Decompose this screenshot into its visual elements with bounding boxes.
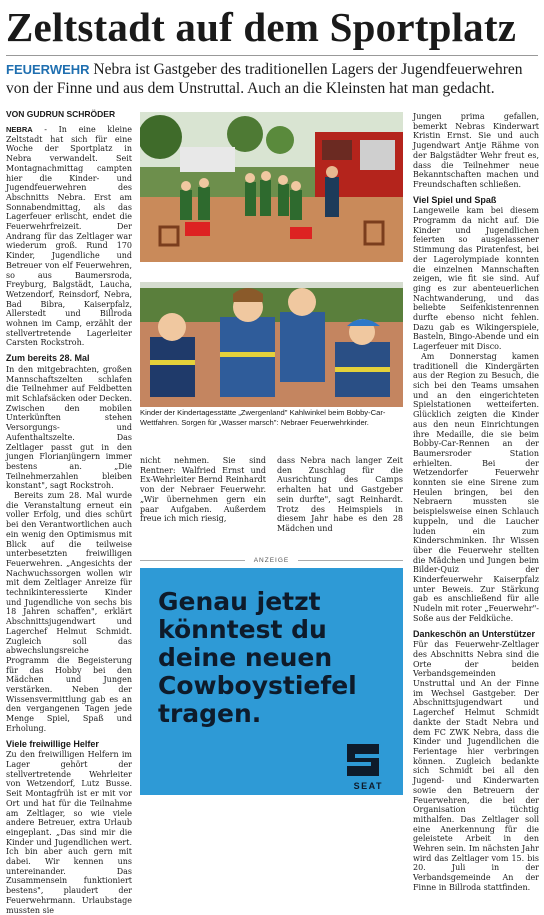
col1-paragraph-2: In den mitgebrachten, großen Mannschaftszelten schlafen die Teilnehmer auf Feldbetten mit Schlafsäcken oder Decken. Zwischen den mobilen Unterkünften stehen Versorgungs- und Aufenthaltszelte. Das Zeltlager passt gut in den jungen Florianjüngern immer bestens an. „Die Teilnehmerzahlen bleiben konstant", sagt Rockstroh. xyxy=(6,364,132,491)
intro-kicker: FEUERWEHR xyxy=(6,62,90,77)
column-1 xyxy=(6,125,132,915)
col4-paragraph-4: Für das Feuerwehr-Zeltlager des Abschnitts Nebra sind die Orte der beiden Verbandsgemeinden Unstruttal und An der Finne im Wechsel Gastgeber. Der Abschnittsjugendwart und Lagerchef Helmut Schmidt dankte der Stadt Nebra und dem FC ZWK Nebra, dass die Kinder und Jugendlichen die Ferientage hier verbringen können. Zugleich bedankte sich Schmidt bei all den Jugend- und Kinderwarten sowie den Betreuern der Feuerwehren, die bei der Organisation tüchtig mithalfen. Das Zeltlager soll eine Anerkennung für die geleistete Arbeit in den Wehren sein. Im nächsten Jahr wird das Zeltlager vom 15. bis 20. Juli in der Verbandsgemeinde An der Finne in Billroda stattfinden. xyxy=(413,640,539,892)
headline-rule xyxy=(6,55,538,56)
subhead-28-mal: Zum bereits 28. Mal xyxy=(6,353,90,364)
seat-logo-icon xyxy=(341,740,385,780)
headline: Zeltstadt auf dem Sportplatz xyxy=(6,4,517,50)
column-3 xyxy=(277,456,403,534)
photo-kids-uniform xyxy=(140,282,403,407)
subhead-spiel-spass: Viel Spiel und Spaß xyxy=(413,194,497,205)
col4-paragraph-2: Langeweile kam bei diesem Programm da nicht auf. Die Kinder und Jugendlichen feierten so ausgelassener Stimmung das Piratenfest, bei der Lagerolympiade konnten die einzelnen Mannschaften zeigen, wie fit sie sind. Auf ging es zur abenteuerlichen Nachtwanderung, und das beliebte Seifenkistenrennen durfte ebenso nicht fehlen. Dazu gab es Wikingerspiele, Basteln, Bingo-Abende und ein Lagerfeuer mit Disco. xyxy=(413,206,539,352)
photo-fire-brigade-kids xyxy=(140,112,403,262)
byline: VON GUDRUN SCHRÖDER xyxy=(6,109,116,119)
column-4 xyxy=(413,112,539,893)
dateline: NEBRA xyxy=(6,125,33,134)
col4-paragraph-3: Am Donnerstag kamen traditionell die Kindergärten aus der Region zu Besuch, die sich bei den Teams umsahen und an den eingerichteten Spielstationen wetteiferten. Glücklich zeigten die Kinder aus den neun Einrichtungen ihre Medaille, die sie beim Bobby-Car-Rennen an der Baumersroder Station erhielten. Bei der Wetzendorfer Feuerwehr konnten sie eine Sirene zum Heulen bringen, bei den Nebraern mussten sie beispielsweise einen Schlauch kuppeln, und die Laucher luden ein zum Kinderschminken. Ihr Wissen über die Feuerwehr stellten die Mädchen und Jungen beim Bilder-Quiz der Kinderfeuerwehr Kaiserpfalz unter Beweis. Zur Stärkung gab es anschließend für alle Nudeln mit roter „Feuerwehr"-Soße aus der Feldküche. xyxy=(413,351,539,623)
photo-caption: Kinder der Kindertagesstätte „Zwergenland" Kahlwinkel beim Bobby-Car-Wettfahren. Sorgen für „Wasser marsch": Nebraer Feuerwehrkinder. xyxy=(140,408,386,427)
seat-advertisement[interactable] xyxy=(140,568,403,795)
col1-paragraph-3: Bereits zum 28. Mal wurde die Veranstaltung erneut ein voller Erfolg, und dies schürt bei den Verantwortlichen auch ein wenig den Optimismus mit Blick auf die teilweise unterbesetzten freiwilligen Feuerwehren. „Angesichts der Nachwuchssorgen wollen wir mit dem Zeltlager Anreize für technikinteressierte Kinder und Jugendliche von sechs bis 18 Jahren schaffen", erklärt Abschnittsjugendwart und Lagerchef Helmut Schmidt. Zugleich soll das abwechslungsreiche Programm die Begeisterung für das Hobby bei den Mädchen und Jungen verstärken. Neben der Wissensvermittlung gab es an den vergangenen Tagen jede Menge Spiel, Spaß und Erholung. xyxy=(6,491,132,733)
col1-paragraph-1: - In eine kleine Zeltstadt hat sich für eine Woche der Sportplatz in Nebra verwandelt. Seit Montagnachmittag campten hier die Kinder- und Jugendfeuerwehren des Abschnitts Nebra. Erst am Sonnabendmittag, als das Lagerfeuer erlischt, endet die Feuerwehrfreizeit. Der Andrang für das Zeltlager war wiederum groß. Rund 170 Kinder, Jugendliche und Betreuer von elf Feuerwehren, so aus Baumersroda, Freyburg, Balgstädt, Laucha, Wetzendorf, Reinsdorf, Nebra, Bad Bibra, Kaiserpfalz, Allerstedt und Billroda wohnen im Camp, erzählt der stellvertretende Lagerleiter Carsten Rockstroh. xyxy=(6,125,132,348)
photo-kids-uniform-image xyxy=(140,282,403,407)
col4-paragraph-1: Jungen prima gefallen, bemerkt Nebras Kinderwart Kristin Ernst. Sie und auch Jugendwart Antje Rähme von der Balgstädter Wehr freut es, dass die Teilnehmer neue Bekanntschaften machen und Freundschaften schließen. xyxy=(413,112,539,189)
ad-brand: SEAT xyxy=(353,781,383,791)
col3-paragraph: dass Nebra nach langer Zeit den Zuschlag für die Ausrichtung des Camps erhalten hat und Gastgeber sein durfte", sagt Reinhardt. Trotz des Heimspiels in diesem Jahr habe es den 28 Mädchen und xyxy=(277,456,403,533)
col1-paragraph-4: Zu den freiwilligen Helfern im Lager gehört der stellvertretende Wehrleiter von Wetzendorf, Lutz Busse. Seit Montagfrüh ist er mit vor Ort und hat für die Teilnahme am Zeltlager, so wie viele andere Betreuer, extra Urlaub eingeplant. „Das sind mir die Kinder und Jugendlichen wert. Ich bin aber auch gern mit dabei. Wir kennen uns untereinander. Das Zusammensein funktioniert bestens", plaudert der Feuerwehrmann. Urlaubstage mussten sie xyxy=(6,750,132,915)
ad-label: ANZEIGE xyxy=(253,557,290,564)
column-2 xyxy=(140,456,266,524)
ad-slogan: Genau jetzt könntest du deine neuen Cowboystiefel tragen. xyxy=(158,587,357,728)
photo-fire-brigade-kids-image xyxy=(140,112,403,262)
col2-paragraph: nicht nehmen. Sie sind Rentner: Walfried Ernst und Ex-Wehrleiter Bernd Reinhardt von der Nebraer Feuerwehr. „Wir übernehmen gern ein paar Aufgaben. Außerdem freue ich mich riesig, xyxy=(140,456,266,524)
intro xyxy=(6,60,538,98)
intro-text: Nebra ist Gastgeber des traditionellen Lagers der Jugendfeuerwehren von der Finne und aus dem Unstruttal. Auch an die Kleinsten hat man gedacht. xyxy=(6,61,523,97)
subhead-dankeschoen: Dankeschön an Unterstützer xyxy=(413,628,536,639)
subhead-helfer: Viele freiwillige Helfer xyxy=(6,738,99,749)
